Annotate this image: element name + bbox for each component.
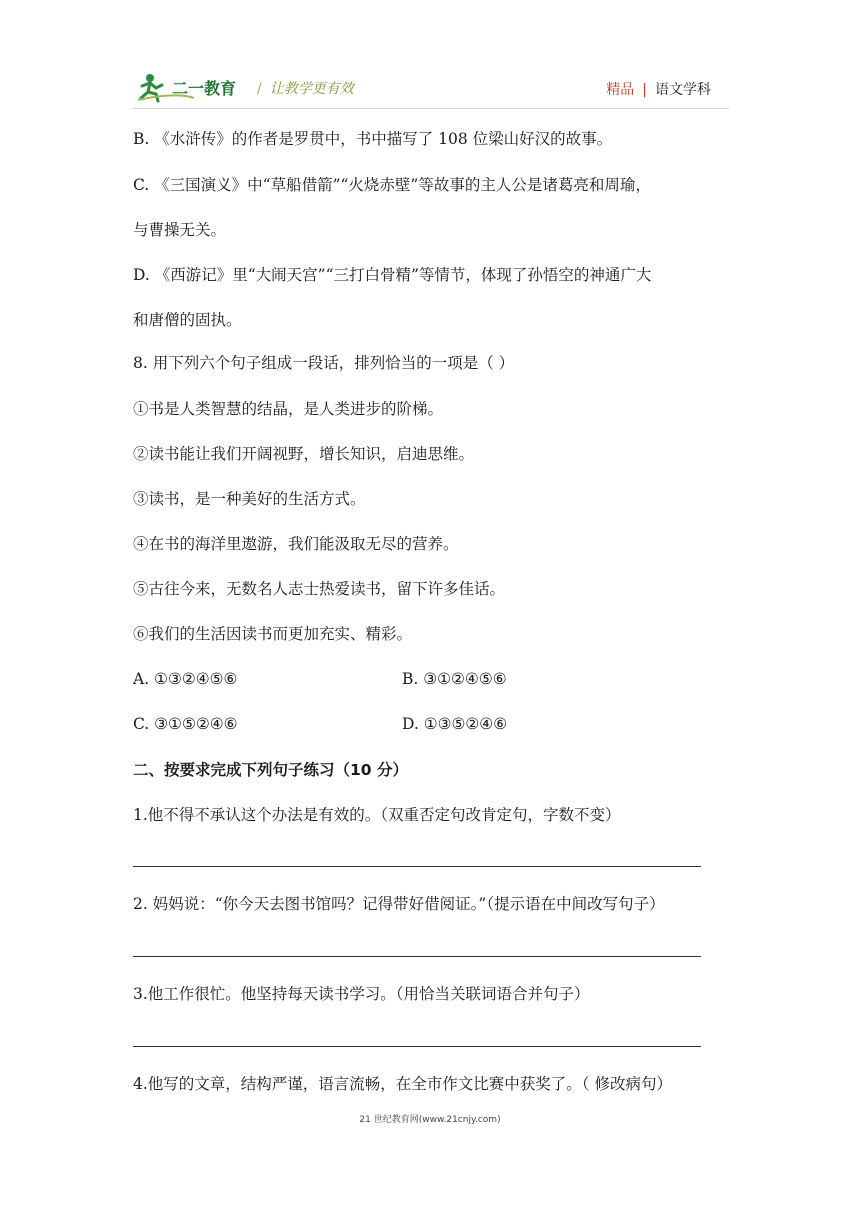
- tag-quality: 精品: [606, 82, 635, 98]
- option-d-line1: D. 《西游记》里“大闹天宫”“三打白骨精”等情节，体现了孙悟空的神通广大: [133, 266, 652, 284]
- logo: [136, 72, 248, 104]
- sentence-3: ③读书，是一种美好的生活方式。: [133, 490, 366, 508]
- tag-subject: 语文学科: [655, 82, 711, 98]
- slogan-text: 让教学更有效: [269, 81, 354, 97]
- answer-line-1: [133, 866, 701, 867]
- subject-tag: [606, 79, 711, 99]
- svg-text:二一教育: 二一教育: [172, 79, 237, 98]
- practice-1: 1.他不得不承认这个办法是有效的。（双重否定句改肯定句，字数不变）: [133, 806, 621, 824]
- sentence-4: ④在书的海洋里遨游，我们能汲取无尽的营养。: [133, 535, 459, 553]
- option-c-line1: C. 《三国演义》中“草船借箭”“火烧赤壁”等故事的主人公是诸葛亮和周瑜，: [133, 176, 651, 194]
- answer-line-2: [133, 956, 701, 957]
- slogan: [257, 78, 354, 98]
- q8-option-a: A. ①③②④⑤⑥: [133, 670, 238, 688]
- option-d-line2: 和唐僧的固执。: [133, 311, 242, 329]
- sentence-5: ⑤古往今来，无数名人志士热爱读书，留下许多佳话。: [133, 580, 506, 598]
- option-b: B. 《水浒传》的作者是罗贯中，书中描写了 108 位梁山好汉的故事。: [133, 130, 613, 148]
- answer-line-3: [133, 1046, 701, 1047]
- slogan-slash: /: [257, 81, 262, 97]
- practice-4: 4.他写的文章，结构严谨，语言流畅，在全市作文比赛中获奖了。（ 修改病句）: [133, 1075, 672, 1093]
- question-8: 8. 用下列六个句子组成一段话，排列恰当的一项是（ ）: [133, 354, 515, 372]
- page-header: [133, 72, 729, 109]
- q8-option-b: B. ③①②④⑤⑥: [402, 670, 507, 688]
- tag-divider: |: [642, 82, 647, 98]
- page-footer: 21 世纪教育网(www.21cnjy.com): [359, 1115, 501, 1125]
- runner-logo-icon: [136, 72, 248, 104]
- section-2-title: 二、按要求完成下列句子练习（10 分）: [133, 761, 408, 779]
- q8-option-c: C. ③①⑤②④⑥: [133, 715, 238, 733]
- sentence-2: ②读书能让我们开阔视野，增长知识，启迪思维。: [133, 445, 475, 463]
- sentence-6: ⑥我们的生活因读书而更加充实、精彩。: [133, 625, 413, 643]
- practice-2: 2. 妈妈说：“你今天去图书馆吗？记得带好借阅证。”（提示语在中间改写句子）: [133, 895, 665, 913]
- q8-option-d: D. ①③⑤②④⑥: [402, 715, 508, 733]
- practice-3: 3.他工作很忙。他坚持每天读书学习。（用恰当关联词语合并句子）: [133, 985, 590, 1003]
- option-c-line2: 与曹操无关。: [133, 221, 227, 239]
- sentence-1: ①书是人类智慧的结晶，是人类进步的阶梯。: [133, 400, 444, 418]
